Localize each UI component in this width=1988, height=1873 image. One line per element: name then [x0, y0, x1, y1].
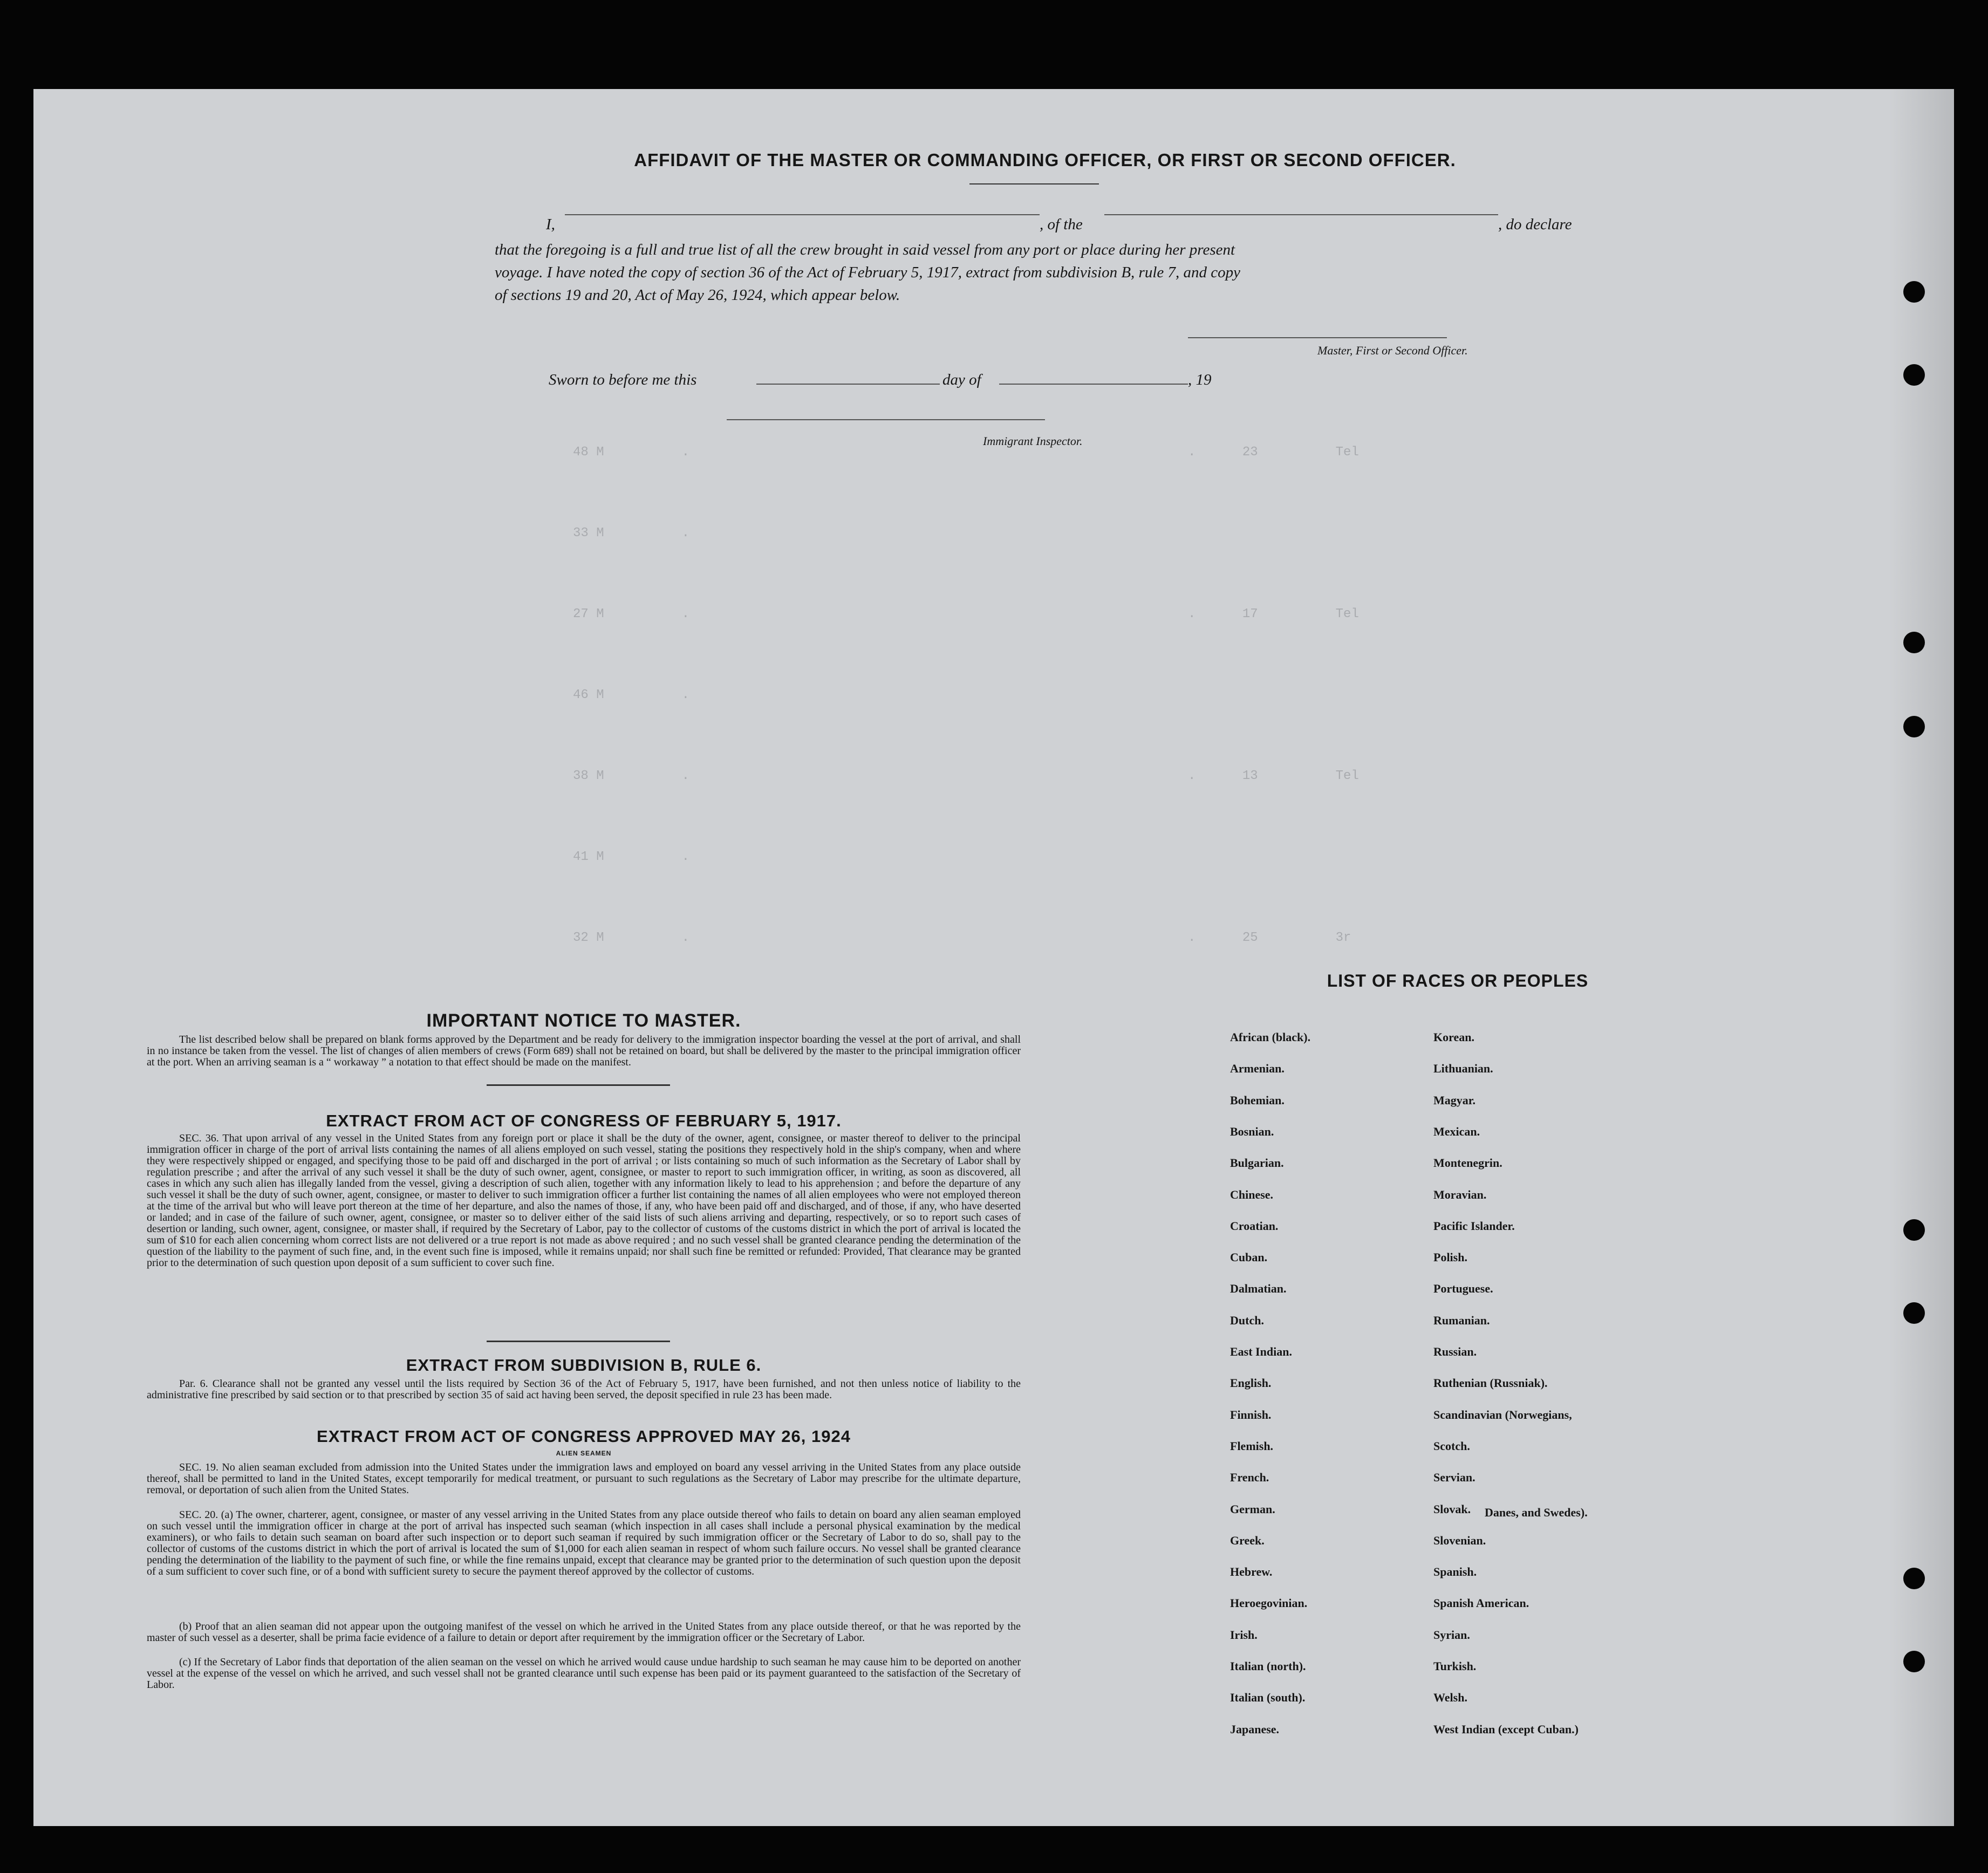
race-item: Pacific Islander. [1433, 1219, 1515, 1233]
bleed-through-mark: 41 M . [573, 850, 690, 864]
race-item: Turkish. [1433, 1659, 1477, 1673]
race-item: Magyar. [1433, 1093, 1476, 1107]
divider [487, 1341, 670, 1342]
master-name-blank[interactable] [565, 214, 1040, 215]
divider [487, 1084, 670, 1086]
binder-hole [1903, 281, 1925, 303]
bleed-through-mark: 32 M . [573, 931, 690, 945]
of-the-label: , of the [1040, 216, 1083, 233]
race-item: Flemish. [1230, 1439, 1274, 1453]
inspector-caption: Immigrant Inspector. [983, 434, 1083, 448]
race-item: Servian. [1433, 1471, 1475, 1485]
race-item: Spanish. [1433, 1565, 1477, 1579]
affidavit-title: AFFIDAVIT OF THE MASTER OR COMMANDING OFFICER, OR FIRST OR SECOND OFFICER. [634, 150, 1456, 170]
bleed-through-mark: 33 M . [573, 526, 690, 541]
i-label: I, [546, 216, 555, 233]
sec-20c-text: (c) If the Secretary of Labor finds that deportation of the alien seaman on the vessel on which he arrived would cause undue hardship to such seaman he may cause him to be deported on another vessel at the expense of the vessel on which he arrived, and such vessel shall not be granted clearance until such expense has been paid or its payment guaranteed to the satisfaction of the Secretary of Labor. [147, 1656, 1021, 1691]
race-item: African (black). [1230, 1030, 1311, 1044]
binder-hole [1903, 1651, 1925, 1672]
race-item: Syrian. [1433, 1628, 1470, 1642]
race-item: Italian (north). [1230, 1659, 1306, 1673]
do-declare-label: , do declare [1498, 216, 1572, 233]
divider [969, 183, 1099, 184]
binder-hole [1903, 1302, 1925, 1324]
race-item: Dutch. [1230, 1313, 1264, 1327]
race-item: Welsh. [1433, 1691, 1467, 1705]
race-item: Scotch. [1433, 1439, 1470, 1453]
race-item: Mexican. [1433, 1124, 1480, 1138]
race-item: French. [1230, 1471, 1269, 1485]
race-item: English. [1230, 1376, 1272, 1390]
inspector-signature-blank[interactable] [727, 419, 1045, 420]
extract-1917-title: EXTRACT FROM ACT OF CONGRESS OF FEBRUARY 5, 1917. [326, 1111, 842, 1130]
master-caption: Master, First or Second Officer. [1317, 344, 1468, 357]
race-item: German. [1230, 1502, 1275, 1516]
rule-6-title: EXTRACT FROM SUBDIVISION B, RULE 6. [406, 1356, 762, 1375]
declaration-line-3: of sections 19 and 20, Act of May 26, 1924, which appear below. [495, 286, 900, 304]
sworn-day-blank[interactable] [756, 384, 940, 385]
race-item: East Indian. [1230, 1345, 1292, 1358]
race-item: Rumanian. [1433, 1313, 1490, 1327]
race-item: Irish. [1230, 1628, 1258, 1642]
bleed-through-mark: . 13 Tel [1188, 769, 1359, 783]
rule-6-text: Par. 6. Clearance shall not be granted any vessel until the lists required by Section 36 of the Act of February 5, 1917, have been furnished, and not then unless notice of liability to the administrative fine prescribed by said section or to that prescribed by section 35 of said act having been served, the deposit specified in rule 23 has been made. [147, 1378, 1021, 1401]
race-item: Greek. [1230, 1533, 1265, 1547]
notice-title: IMPORTANT NOTICE TO MASTER. [426, 1010, 741, 1031]
master-signature-blank[interactable] [1188, 337, 1447, 338]
race-item: Italian (south). [1230, 1691, 1306, 1705]
race-item: Japanese. [1230, 1722, 1280, 1736]
bleed-through-mark: . 25 3r [1188, 931, 1351, 945]
sec-20b-text: (b) Proof that an alien seaman did not appear upon the outgoing manifest of the vessel on which he arrived in the United States from any place outside thereof, or that he was reported by the master of such vessel as a deserter, shall be prima facie evidence of a failure to detain or deport after requirement by the immigration officer or the Secretary of Labor. [147, 1621, 1021, 1644]
declaration-line-2: voyage. I have noted the copy of section 36 of the Act of February 5, 1917, extract from subdivision B, rule 7, and copy [495, 264, 1241, 281]
bleed-through-mark: 48 M . [573, 445, 690, 460]
binder-hole [1903, 364, 1925, 386]
extract-1924-title: EXTRACT FROM ACT OF CONGRESS APPROVED MAY 26, 1924 [317, 1427, 851, 1446]
extract-1917-text: SEC. 36. That upon arrival of any vessel in the United States from any foreign port or place it shall be the duty of the owner, agent, consignee, or master thereof to deliver to the principal immigration officer in charge of the port of arrival lists containing the names of all aliens employed on such vessel, stating the positions they respectively hold in the ship's company, when and where they were respectively shipped or engaged, and specifying those to be paid off and discharged in the port of arrival ; or lists containing so much of such information as the Secretary of Labor shall by regulation prescribe ; and after the arrival of any such vessel it shall be the duty of such owner, agent, consignee, or master to report to such immigration officer, in writing, as soon as discovered, all cases in which any such alien has illegally landed from the vessel, giving a description of such alien, together with any information likely to lead to his apprehension ; and before the departure of any such vessel it shall be the duty of such owner, agent, consignee, or master to deliver to such immigration officer a further list containing the names of all alien employees who were not employed thereon at the time of the arrival but who will leave port thereon at the time of her departure, and also the names of those, if any, who have been paid off and discharged, and of those, if any, who have deserted or landed; and in case of the failure of such owner, agent, consignee, or master so to deliver either of the said lists of such aliens arriving and departing, respectively, or so to report such cases of desertion or landing, such owner, agent, consignee, or master shall, if required by the Secretary of Labor, pay to the collector of customs of the customs district in which the port of arrival is located the sum of $10 for each alien concerning whom correct lists are not delivered or a true report is not made as above required ; and no such vessel shall be granted clearance pending the determination of the question of the liability to the payment of such fine, and, in the event such fine is imposed, while it remains unpaid; nor shall such fine be remitted or refunded: Provided, That clearance may be granted prior to the determination of such question upon deposit of a sum sufficient to cover such fine. [147, 1132, 1021, 1269]
race-item: Armenian. [1230, 1062, 1285, 1076]
race-item: Croatian. [1230, 1219, 1279, 1233]
race-item: Bosnian. [1230, 1124, 1274, 1138]
races-title: LIST OF RACES OR PEOPLES [1327, 971, 1589, 990]
vessel-name-blank[interactable] [1104, 214, 1498, 215]
bleed-through-mark: . 17 Tel [1188, 607, 1359, 621]
notice-text: The list described below shall be prepared on blank forms approved by the Department and be ready for delivery to the immigration inspector boarding the vessel at the port of arrival, and shall in no instance be taken from the vessel. The list of changes of alien members of crews (Form 689) shall not be retained on board, but shall be delivered by the master to the principal immigration officer at the port. When an arriving seaman is a “ workaway ” a notation to that effect should be made on the manifest. [147, 1034, 1021, 1068]
bleed-through-mark: 38 M . [573, 769, 690, 783]
race-item: Portuguese. [1433, 1282, 1493, 1296]
binder-hole [1903, 716, 1925, 737]
bleed-through-mark: 27 M . [573, 607, 690, 621]
binder-hole [1903, 1219, 1925, 1241]
alien-seamen-subtitle: ALIEN SEAMEN [556, 1450, 612, 1457]
race-item: Heroegovinian. [1230, 1596, 1308, 1610]
sworn-label: Sworn to before me this [549, 371, 697, 388]
race-item: Scandinavian (Norwegians, [1433, 1407, 1572, 1421]
bleed-through-mark: 46 M . [573, 688, 690, 702]
sec-20a-text: SEC. 20. (a) The owner, charterer, agent, consignee, or master of any vessel arriving in the United States from any place outside thereof who fails to detain on board any alien seaman employed on such vessel until the immigration officer in charge at the port of arrival has inspected such seaman (which inspection in all cases shall include a personal physical examination by the medical examiners), or who fails to detain such seaman on board after such inspection or to deport such seaman if required by such immigration officer or the Secretary of Labor to do so, shall pay to the collector of customs of the customs district in which the port of arrival is located the sum of $1,000 for each alien seaman in respect of whom such failure occurs. No vessel shall be granted clearance pending the determination of the liability to the payment of such fine, or while the fine remains unpaid, except that clearance may be granted prior to the determination of such question upon the deposit of a sum sufficient to cover such fine, or of a bond with sufficient surety to secure the payment thereof approved by the collector of customs. [147, 1509, 1021, 1577]
race-item: Cuban. [1230, 1250, 1268, 1264]
race-item-continuation: Danes, and Swedes). [1485, 1506, 1588, 1519]
declaration-line-1: that the foregoing is a full and true list of all the crew brought in said vessel from any port or place during her present [495, 241, 1235, 258]
race-item: Hebrew. [1230, 1565, 1273, 1579]
bleed-through-mark: . 23 Tel [1188, 445, 1359, 460]
race-item: Dalmatian. [1230, 1282, 1287, 1296]
race-item: Bulgarian. [1230, 1156, 1284, 1170]
race-item: Slovenian. [1433, 1533, 1486, 1547]
race-item: Moravian. [1433, 1187, 1487, 1201]
document-sheet [33, 89, 1954, 1826]
race-item: Lithuanian. [1433, 1062, 1493, 1076]
race-item: Polish. [1433, 1250, 1467, 1264]
race-item: Spanish American. [1433, 1596, 1529, 1610]
race-item: Korean. [1433, 1030, 1474, 1044]
sec-19-text: SEC. 19. No alien seaman excluded from admission into the United States under the immigration laws and employed on board any vessel arriving in the United States from any place outside thereof, shall be permitted to land in the United States, except temporarily for medical treatment, or pursuant to such regulations as the Secretary of Labor may prescribe for the ultimate departure, removal, or deportation of such alien from the United States. [147, 1461, 1021, 1496]
race-item: Finnish. [1230, 1407, 1272, 1421]
race-item: Ruthenian (Russniak). [1433, 1376, 1548, 1390]
binder-hole [1903, 632, 1925, 653]
binder-hole [1903, 1568, 1925, 1589]
race-item: Slovak. [1433, 1502, 1471, 1516]
race-item: West Indian (except Cuban.) [1433, 1722, 1579, 1736]
race-item: Chinese. [1230, 1187, 1274, 1201]
year-label: , 19 [1188, 371, 1212, 388]
sworn-month-blank[interactable] [999, 384, 1188, 385]
day-of-label: day of [942, 371, 981, 388]
race-item: Russian. [1433, 1345, 1477, 1358]
race-item: Bohemian. [1230, 1093, 1285, 1107]
race-item: Montenegrin. [1433, 1156, 1502, 1170]
